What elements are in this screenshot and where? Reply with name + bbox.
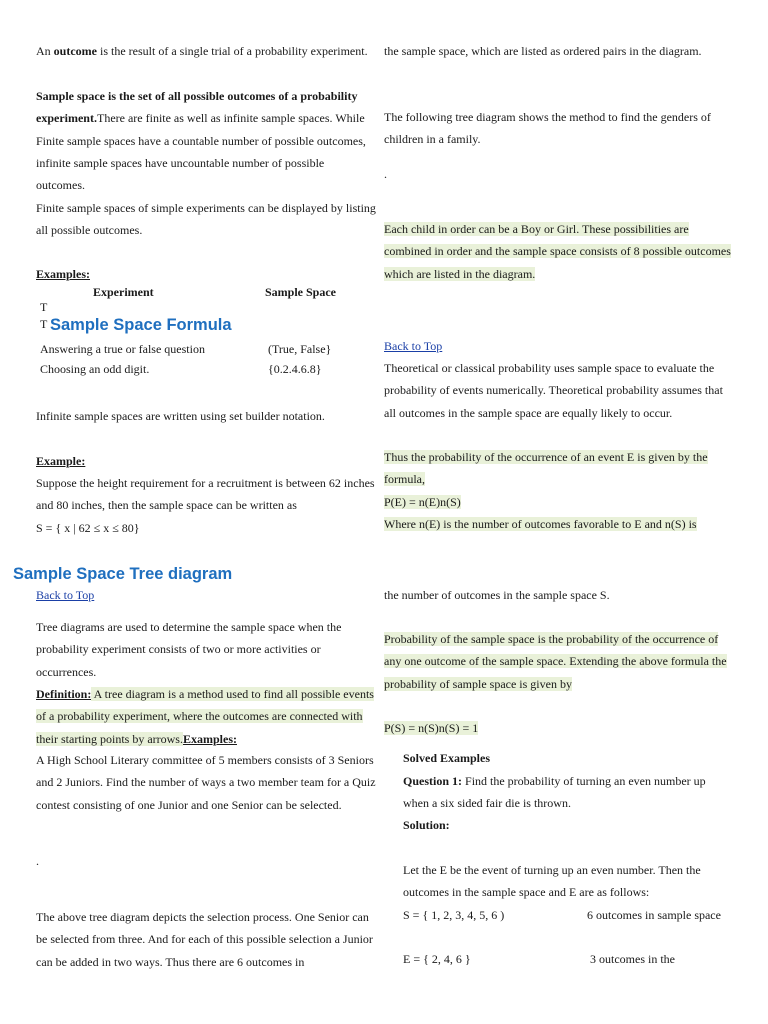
infinite-paragraph: Infinite sample spaces are written using set builder notation. (36, 409, 325, 423)
genders-intro: The following tree diagram shows the method to find the genders of children in a family. (384, 110, 711, 147)
solution-label: Solution: (403, 818, 450, 832)
committee-example: A High School Literary committee of 5 members consists of 3 Seniors and 2 Juniors. Find the number of ways a two member team for a Quiz contest consisting of one Junior and one Senior can be selected. (36, 753, 376, 812)
stray-text: T (40, 317, 48, 331)
question-1: Question 1: Find the probability of turning an even number up when a six sided fair die is thrown. (403, 774, 706, 811)
formula-pe: P(E) = n(E)n(S) (384, 494, 461, 509)
finite-paragraph: Finite sample spaces of simple experiments can be displayed by listing all possible outcomes. (36, 201, 376, 238)
table-row (40, 342, 205, 357)
tree-definition: Definition: A tree diagram is a method used to find all possible events of a probability experiment, where the outcomes are connected with their starting points by arrows.Examples: (36, 687, 374, 746)
sample-space-count-text: the number of outcomes in the sample space S. (384, 588, 610, 602)
gender-outcomes: Each child in order can be a Boy or Girl. These possibilities are combined in order and the sample space consists of 8 possible outcomes which are listed in the diagram. (384, 222, 731, 281)
outcome-definition: An outcome is the result of a single trial of a probability experiment. (36, 44, 368, 58)
examples-label: Examples: (36, 267, 90, 281)
table-header-sample-space: Sample Space (265, 285, 337, 299)
probability-sample-space: Probability of the sample space is the probability of the occurrence of any one outcome of the sample space. Extending the above formula the probability of sample space is given by (384, 632, 727, 691)
row-sample-space: (True, False} (268, 342, 332, 356)
table-row (40, 362, 149, 377)
stray-dot: . (384, 167, 387, 181)
table-row-value (268, 362, 322, 377)
row-sample-space: {0.2.4.6.8} (268, 362, 322, 376)
definition-label: Definition: (36, 687, 92, 701)
heading-sample-space-formula: Sample Space Formula (50, 316, 232, 334)
theoretical-probability: Theoretical or classical probability uses sample space to evaluate the probability of events numerically. Theoretical probability assumes that all outcomes in the sample space are equally likely to occur. (384, 361, 723, 420)
sample-space-term: Sample space is the set of all possible outcomes of a probability experiment. (36, 89, 358, 126)
sample-space-set: S = { 1, 2, 3, 4, 5, 6 ) (403, 908, 505, 922)
outcome-term: outcome (53, 44, 97, 58)
examples-label: Examples: (182, 731, 237, 746)
height-formula: S = { x | 62 ≤ x ≤ 80} (36, 520, 140, 535)
example-label: Example: (36, 454, 86, 468)
formula-ps: P(S) = n(S)n(S) = 1 (384, 721, 479, 735)
sample-space-note: 6 outcomes in sample space (587, 908, 721, 922)
tree-intro: Tree diagrams are used to determine the sample space when the probability experiment consists of two or more activities or occurrences. (36, 620, 342, 679)
row-experiment: Choosing an odd digit. (40, 362, 150, 376)
table-header-experiment: Experiment (93, 285, 154, 299)
sample-space-definition: Sample space is the set of all possible outcomes of a probability experiment.There are finite as well as infinite sample spaces. While Finite sample spaces have a countable number of possible outcomes, infinite sample spaces have uncountable number of possible outcomes. (36, 89, 366, 193)
solved-examples-heading: Solved Examples (403, 751, 491, 765)
event-set: E = { 2, 4, 6 } (403, 952, 471, 966)
solution-text: Let the E be the event of turning up an even number. Then the outcomes in the sample space and E are as follows: (403, 863, 701, 900)
back-to-top-link[interactable]: Back to Top (384, 339, 443, 353)
ordered-pairs-text: the sample space, which are listed as ordered pairs in the diagram. (384, 44, 702, 58)
event-note: 3 outcomes in the (590, 952, 675, 966)
back-to-top-link[interactable]: Back to Top (36, 588, 95, 602)
tree-explanation: The above tree diagram depicts the selection process. One Senior can be selected from three. And for each of this possible selection a Junior can be added in two ways. Thus there are 6 outcomes in (36, 910, 373, 969)
stray-text: T (40, 300, 48, 314)
row-experiment: Answering a true or false question (40, 342, 205, 356)
table-row-value (268, 342, 331, 357)
question-label: Question 1: (403, 774, 463, 788)
stray-dot: . (36, 854, 39, 868)
height-example: Suppose the height requirement for a recruitment is between 62 inches and 80 inches, then the sample space can be written as S = { x | 62 ≤ x ≤ 80} (36, 476, 375, 535)
heading-tree-diagram: Sample Space Tree diagram (13, 565, 233, 583)
probability-formula-block: Thus the probability of the occurrence of an event E is given by the formula, P(E) = n(E)n(S) Where n(E) is the number of outcomes favorable to E and n(S) is (384, 450, 708, 531)
